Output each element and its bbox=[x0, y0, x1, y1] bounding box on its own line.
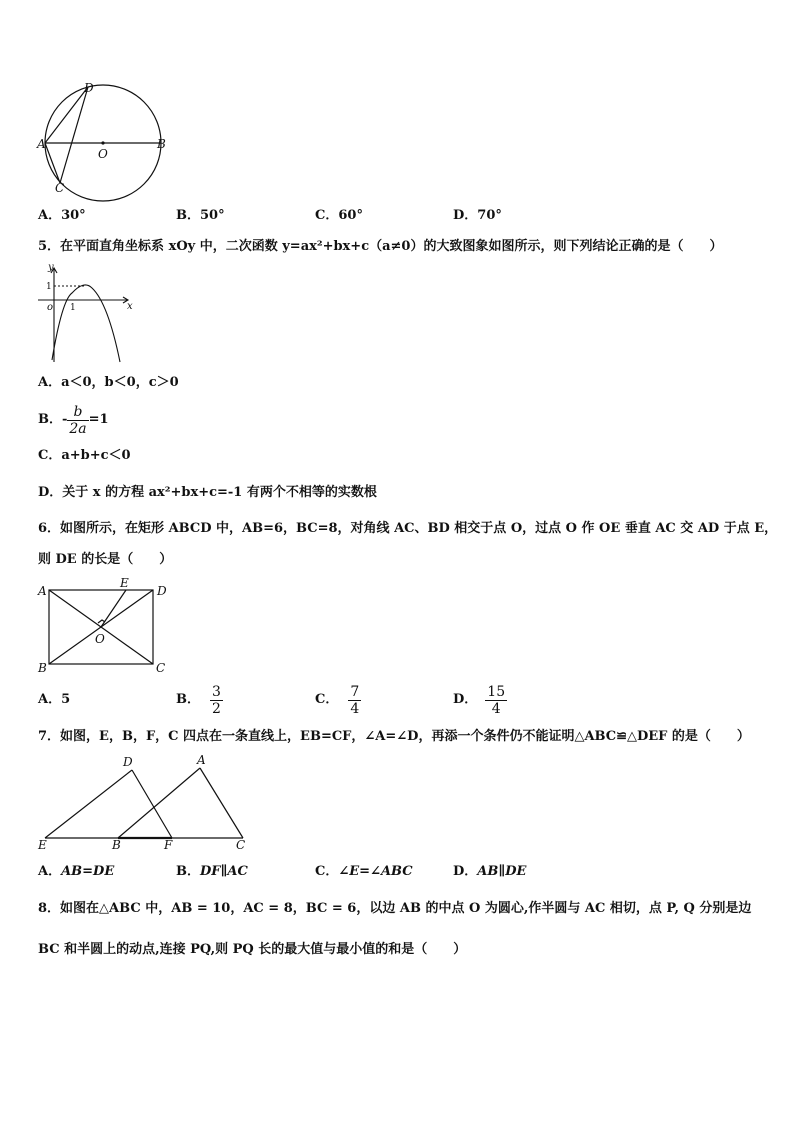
q4-chord-dc bbox=[60, 87, 88, 183]
q6-diagonal-bd bbox=[49, 590, 153, 664]
q7-label-b: B bbox=[112, 838, 121, 852]
q5-option-b[interactable]: B．- $\frac{b}{2a}$ =1 bbox=[38, 403, 109, 437]
q5-option-b-fraction: $\frac{b}{2a}$ bbox=[69, 403, 87, 437]
q6-option-d[interactable]: D． $\frac{15}{4}$ bbox=[453, 683, 506, 717]
q7-label-e: E bbox=[38, 838, 47, 852]
q6-label-a: A bbox=[38, 584, 47, 598]
q6-option-b[interactable]: B． $\frac{3}{2}$ bbox=[176, 683, 221, 717]
q8-stem-line2: BC 和半圆上的动点,连接 PQ,则 PQ 长的最大值与最小值的和是（ ） bbox=[38, 942, 467, 957]
q4-label-c: C bbox=[55, 181, 65, 195]
q6-option-c[interactable]: C． $\frac{7}{4}$ bbox=[315, 683, 360, 717]
q6-option-a[interactable]: A．5 bbox=[38, 692, 71, 707]
q5-label-x: x bbox=[127, 301, 133, 312]
q5-stem: 5．在平面直角坐标系 xOy 中，二次函数 y=ax²+bx+c（a≠0）的大致图象如图所示，则下列结论正确的是（ ） bbox=[38, 239, 723, 254]
q5-option-c[interactable]: C．a+b+c＜0 bbox=[38, 448, 131, 463]
q4-label-a: A bbox=[37, 137, 46, 151]
q7-segment-ba bbox=[118, 768, 200, 838]
q8-stem-line1: 8．如图在△ABC 中，AB = 10，AC = 8，BC = 6，以边 AB 的中点 O 为圆心,作半圆与 AC 相切，点 P, Q 分别是边 bbox=[38, 901, 752, 916]
q7-label-c: C bbox=[236, 838, 246, 852]
q6-rectangle bbox=[49, 590, 153, 664]
q4-option-a[interactable]: A．30° bbox=[38, 208, 86, 223]
q5-x-arrow bbox=[123, 297, 128, 303]
q6-stem-line2: 则 DE 的长是（ ） bbox=[38, 552, 173, 567]
q4-circle bbox=[45, 85, 161, 201]
q6-label-e: E bbox=[120, 576, 129, 590]
q6-label-b: B bbox=[38, 661, 47, 675]
q6-right-angle-mark bbox=[98, 620, 105, 623]
q4-label-o: O bbox=[98, 147, 108, 161]
q6-segment-oe bbox=[101, 590, 126, 627]
q6-label-o: O bbox=[95, 632, 105, 646]
q5-option-a[interactable]: A．a＜0，b＜0，c＞0 bbox=[38, 375, 179, 390]
q7-option-a[interactable]: A．AB=DE bbox=[38, 864, 115, 879]
q7-label-f: F bbox=[164, 838, 173, 852]
q5-label-origin: o bbox=[47, 302, 54, 313]
q4-center-dot bbox=[101, 141, 104, 144]
q7-label-d: D bbox=[123, 755, 133, 769]
q4-option-c[interactable]: C．60° bbox=[315, 208, 363, 223]
q4-chord-ac bbox=[45, 143, 60, 183]
q4-option-b[interactable]: B．50° bbox=[176, 208, 225, 223]
q5-label-y-one: 1 bbox=[46, 282, 52, 292]
q7-option-c[interactable]: C．∠E=∠ABC bbox=[315, 864, 413, 879]
q5-y-arrow bbox=[51, 268, 57, 273]
q6-diagonal-ac bbox=[49, 590, 153, 664]
q4-option-d[interactable]: D．70° bbox=[453, 208, 502, 223]
q5-label-y: y bbox=[48, 262, 54, 273]
q4-label-b: B bbox=[157, 137, 166, 151]
q5-parabola-curve bbox=[52, 285, 120, 362]
q4-label-d: D bbox=[84, 81, 94, 95]
q7-stem: 7．如图，E，B，F，C 四点在一条直线上，EB=CF，∠A=∠D，再添一个条件仍不能证明△ABC≌△DEF 的是（ ） bbox=[38, 729, 750, 744]
q7-option-b[interactable]: B．DF∥AC bbox=[176, 864, 248, 879]
q6-label-d: D bbox=[157, 584, 167, 598]
q7-segment-ac bbox=[200, 768, 243, 838]
q4-chord-ad bbox=[45, 87, 88, 143]
q7-label-a: A bbox=[197, 753, 206, 767]
q7-option-d[interactable]: D．AB∥DE bbox=[453, 864, 527, 879]
q5-label-x-one: 1 bbox=[70, 303, 76, 313]
q7-segment-ed bbox=[45, 770, 132, 838]
q7-segment-df bbox=[132, 770, 172, 838]
q5-option-d[interactable]: D．关于 x 的方程 ax²+bx+c=-1 有两个不相等的实数根 bbox=[38, 485, 377, 500]
q6-label-c: C bbox=[156, 661, 166, 675]
q6-stem-line1: 6．如图所示，在矩形 ABCD 中，AB=6，BC=8，对角线 AC、BD 相交于点 O，过点 O 作 OE 垂直 AC 交 AD 于点 E， bbox=[38, 521, 778, 536]
